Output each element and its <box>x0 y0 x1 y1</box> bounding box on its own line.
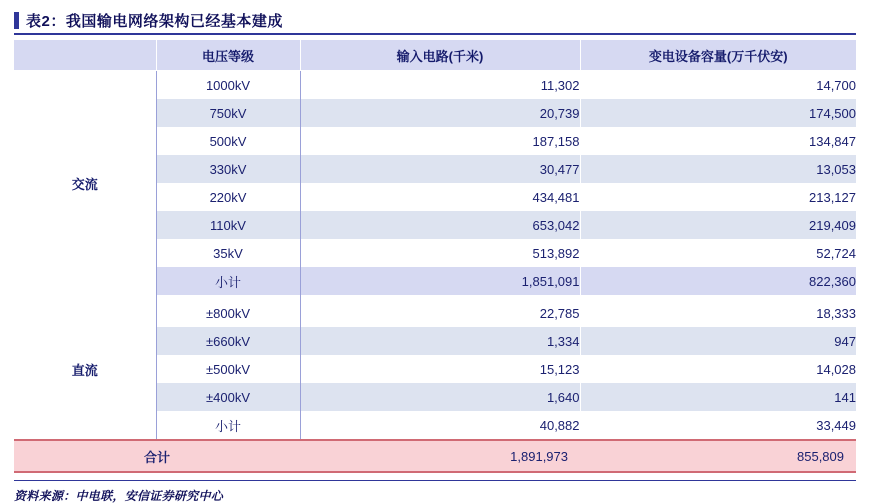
line-length: 11,302 <box>300 71 580 100</box>
capacity: 13,053 <box>580 155 856 183</box>
capacity: 213,127 <box>580 183 856 211</box>
capacity: 141 <box>580 383 856 411</box>
category-label-dc: 直流 <box>14 299 156 440</box>
capacity: 174,500 <box>580 99 856 127</box>
line-length: 22,785 <box>300 299 580 327</box>
voltage-level: ±400kV <box>156 383 300 411</box>
header-line: 输入电路(千米) <box>300 40 580 71</box>
line-length: 15,123 <box>300 355 580 383</box>
header-category <box>14 40 156 71</box>
line-length: 434,481 <box>300 183 580 211</box>
page-title: 表2：我国输电网络架构已经基本建成 <box>26 12 283 30</box>
total-row <box>14 440 856 472</box>
line-length: 187,158 <box>300 127 580 155</box>
voltage-level: 220kV <box>156 183 300 211</box>
line-length: 653,042 <box>300 211 580 239</box>
voltage-level: ±500kV <box>156 355 300 383</box>
title-divider <box>14 33 856 35</box>
title-accent-bar <box>14 12 19 29</box>
line-length: 513,892 <box>300 239 580 267</box>
capacity: 134,847 <box>580 127 856 155</box>
voltage-level: 1000kV <box>156 71 300 100</box>
voltage-level: 小计 <box>156 411 300 440</box>
capacity: 52,724 <box>580 239 856 267</box>
line-length: 30,477 <box>300 155 580 183</box>
capacity: 14,700 <box>580 71 856 100</box>
line-length: 1,851,091 <box>300 267 580 295</box>
category-label-ac: 交流 <box>14 71 156 296</box>
line-length: 20,739 <box>300 99 580 127</box>
table-row <box>14 299 856 327</box>
voltage-level: 小计 <box>156 267 300 295</box>
capacity: 14,028 <box>580 355 856 383</box>
voltage-level: ±800kV <box>156 299 300 327</box>
header-voltage: 电压等级 <box>156 40 300 71</box>
voltage-level: 500kV <box>156 127 300 155</box>
total-line-length: 1,891,973 <box>300 440 580 472</box>
line-length: 1,334 <box>300 327 580 355</box>
capacity: 33,449 <box>580 411 856 440</box>
source-note: 资料来源：中电联，安信证券研究中心 <box>14 489 224 503</box>
voltage-level: 110kV <box>156 211 300 239</box>
line-length: 1,640 <box>300 383 580 411</box>
table-title <box>14 0 856 34</box>
capacity: 822,360 <box>580 267 856 295</box>
power-grid-table <box>14 40 856 473</box>
voltage-level: ±660kV <box>156 327 300 355</box>
voltage-level: 750kV <box>156 99 300 127</box>
capacity: 18,333 <box>580 299 856 327</box>
voltage-level: 35kV <box>156 239 300 267</box>
total-label: 合计 <box>14 440 300 472</box>
line-length: 40,882 <box>300 411 580 440</box>
capacity: 947 <box>580 327 856 355</box>
capacity: 219,409 <box>580 211 856 239</box>
table-row <box>14 71 856 100</box>
total-capacity: 855,809 <box>580 440 856 472</box>
voltage-level: 330kV <box>156 155 300 183</box>
table-header-row <box>14 40 856 71</box>
header-capacity: 变电设备容量(万千伏安) <box>580 40 856 71</box>
